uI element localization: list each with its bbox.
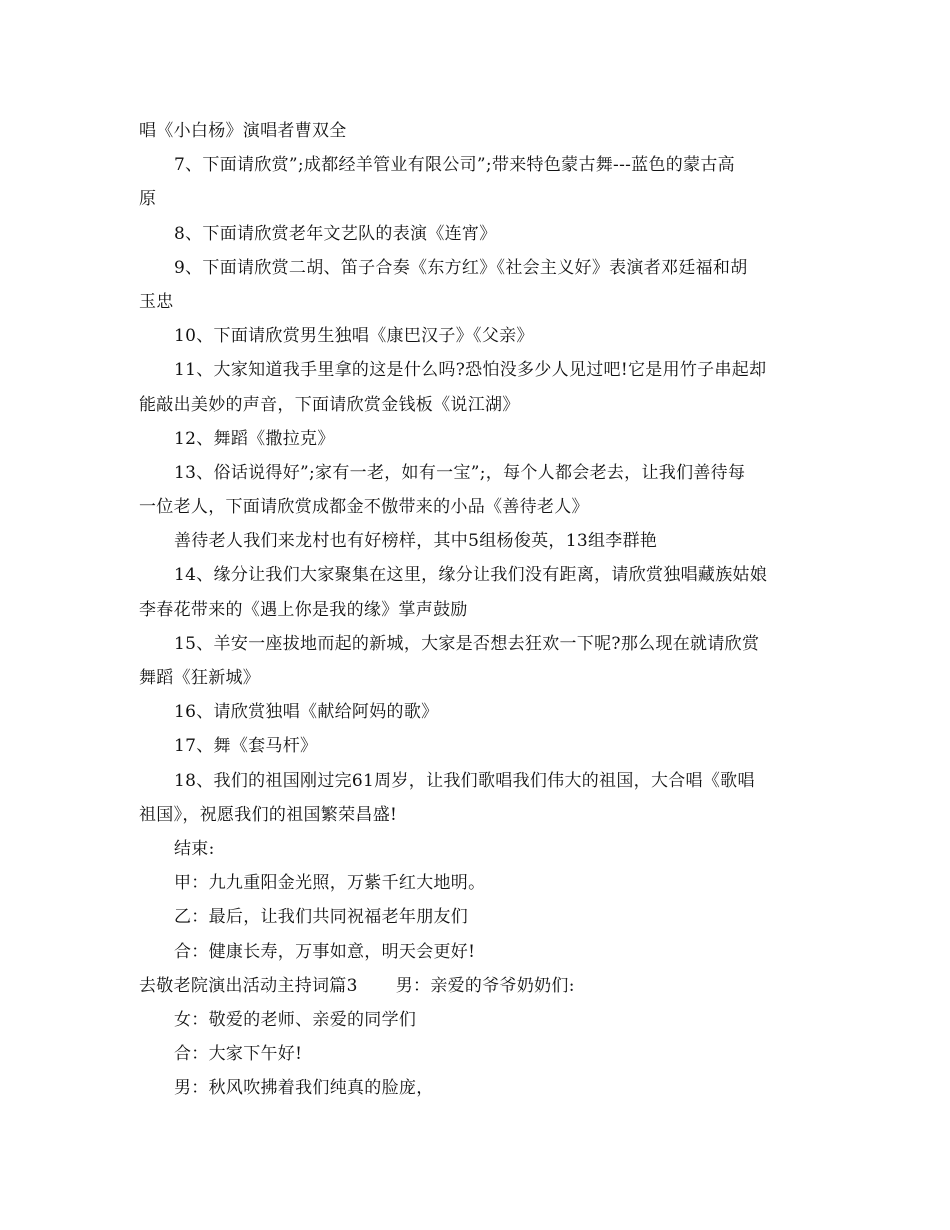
text-line: 15、羊安一座拔地而起的新城，大家是否想去狂欢一下呢?那么现在就请欣赏: [174, 633, 760, 654]
text-line: 8、下面请欣赏老年文艺队的表演《连宵》: [174, 223, 497, 244]
document-body: [139, 114, 811, 1105]
text-line: 12、舞蹈《撒拉克》: [174, 428, 335, 449]
text-line: 乙：最后，让我们共同祝福老年朋友们: [174, 907, 469, 928]
text-line: 18、我们的祖国刚过完61周岁，让我们歌唱我们伟大的祖国，大合唱《歌唱: [174, 770, 755, 791]
text-line: 甲：九九重阳金光照，万紫千红大地明。: [174, 873, 486, 894]
text-line: 玉忠: [139, 291, 174, 312]
text-line: 7、下面请欣赏”;成都经羊管业有限公司”;带来特色蒙古舞---蓝色的蒙古高: [174, 155, 735, 176]
text-line: 14、缘分让我们大家聚集在这里，缘分让我们没有距离，请欣赏独唱藏族姑娘: [174, 565, 768, 586]
text-line: 合：大家下午好!: [174, 1044, 303, 1065]
text-line: 祖国》，祝愿我们的祖国繁荣昌盛!: [139, 804, 398, 825]
text-line: 女：敬爱的老师、亲爱的同学们: [174, 1009, 417, 1030]
text-line: 男：秋风吹拂着我们纯真的脸庞，: [174, 1078, 434, 1099]
text-line: 唱《小白杨》演唱者曹双全: [139, 121, 347, 141]
text-line: 李春花带来的《遇上你是我的缘》掌声鼓励: [139, 599, 468, 620]
text-line: 原: [139, 189, 157, 210]
paragraph-group-tail: [139, 1003, 811, 1106]
text-line: 善待老人我们来龙村也有好榜样，其中5组杨俊英，13组李群艳: [174, 531, 658, 552]
text-line: 16、请欣赏独唱《献给阿妈的歌》: [174, 702, 439, 723]
text-line: 舞蹈《狂新城》: [139, 668, 261, 688]
text-line: 11、大家知道我手里拿的这是什么吗?恐怕没多少人见过吧!它是用竹子串起却: [174, 360, 767, 381]
text-line: 结束:: [174, 838, 215, 859]
text-line: 17、舞《套马杆》: [174, 736, 318, 757]
paragraph-group: [139, 114, 811, 969]
text-line: 13、俗话说得好”;家有一老，如有一宝”;，每个人都会老去，让我们善待每: [174, 462, 746, 483]
text-line: 10、下面请欣赏男生独唱《康巴汉子》《父亲》: [174, 326, 534, 347]
section-title: 去敬老院演出活动主持词篇3: [139, 975, 358, 996]
section-heading-line: [139, 969, 811, 1003]
text-line: 一位老人，下面请欣赏成都金不傲带来的小品《善待老人》: [139, 497, 589, 518]
text-line: 9、下面请欣赏二胡、笛子合奏《东方红》《社会主义好》表演者邓廷福和胡: [174, 257, 748, 278]
text-line: 合：健康长寿，万事如意，明天会更好!: [174, 941, 476, 962]
section-first-line: 男：亲爱的爷爷奶奶们:: [395, 975, 575, 996]
text-line: 能敲出美妙的声音，下面请欣赏金钱板《说江湖》: [139, 394, 520, 415]
